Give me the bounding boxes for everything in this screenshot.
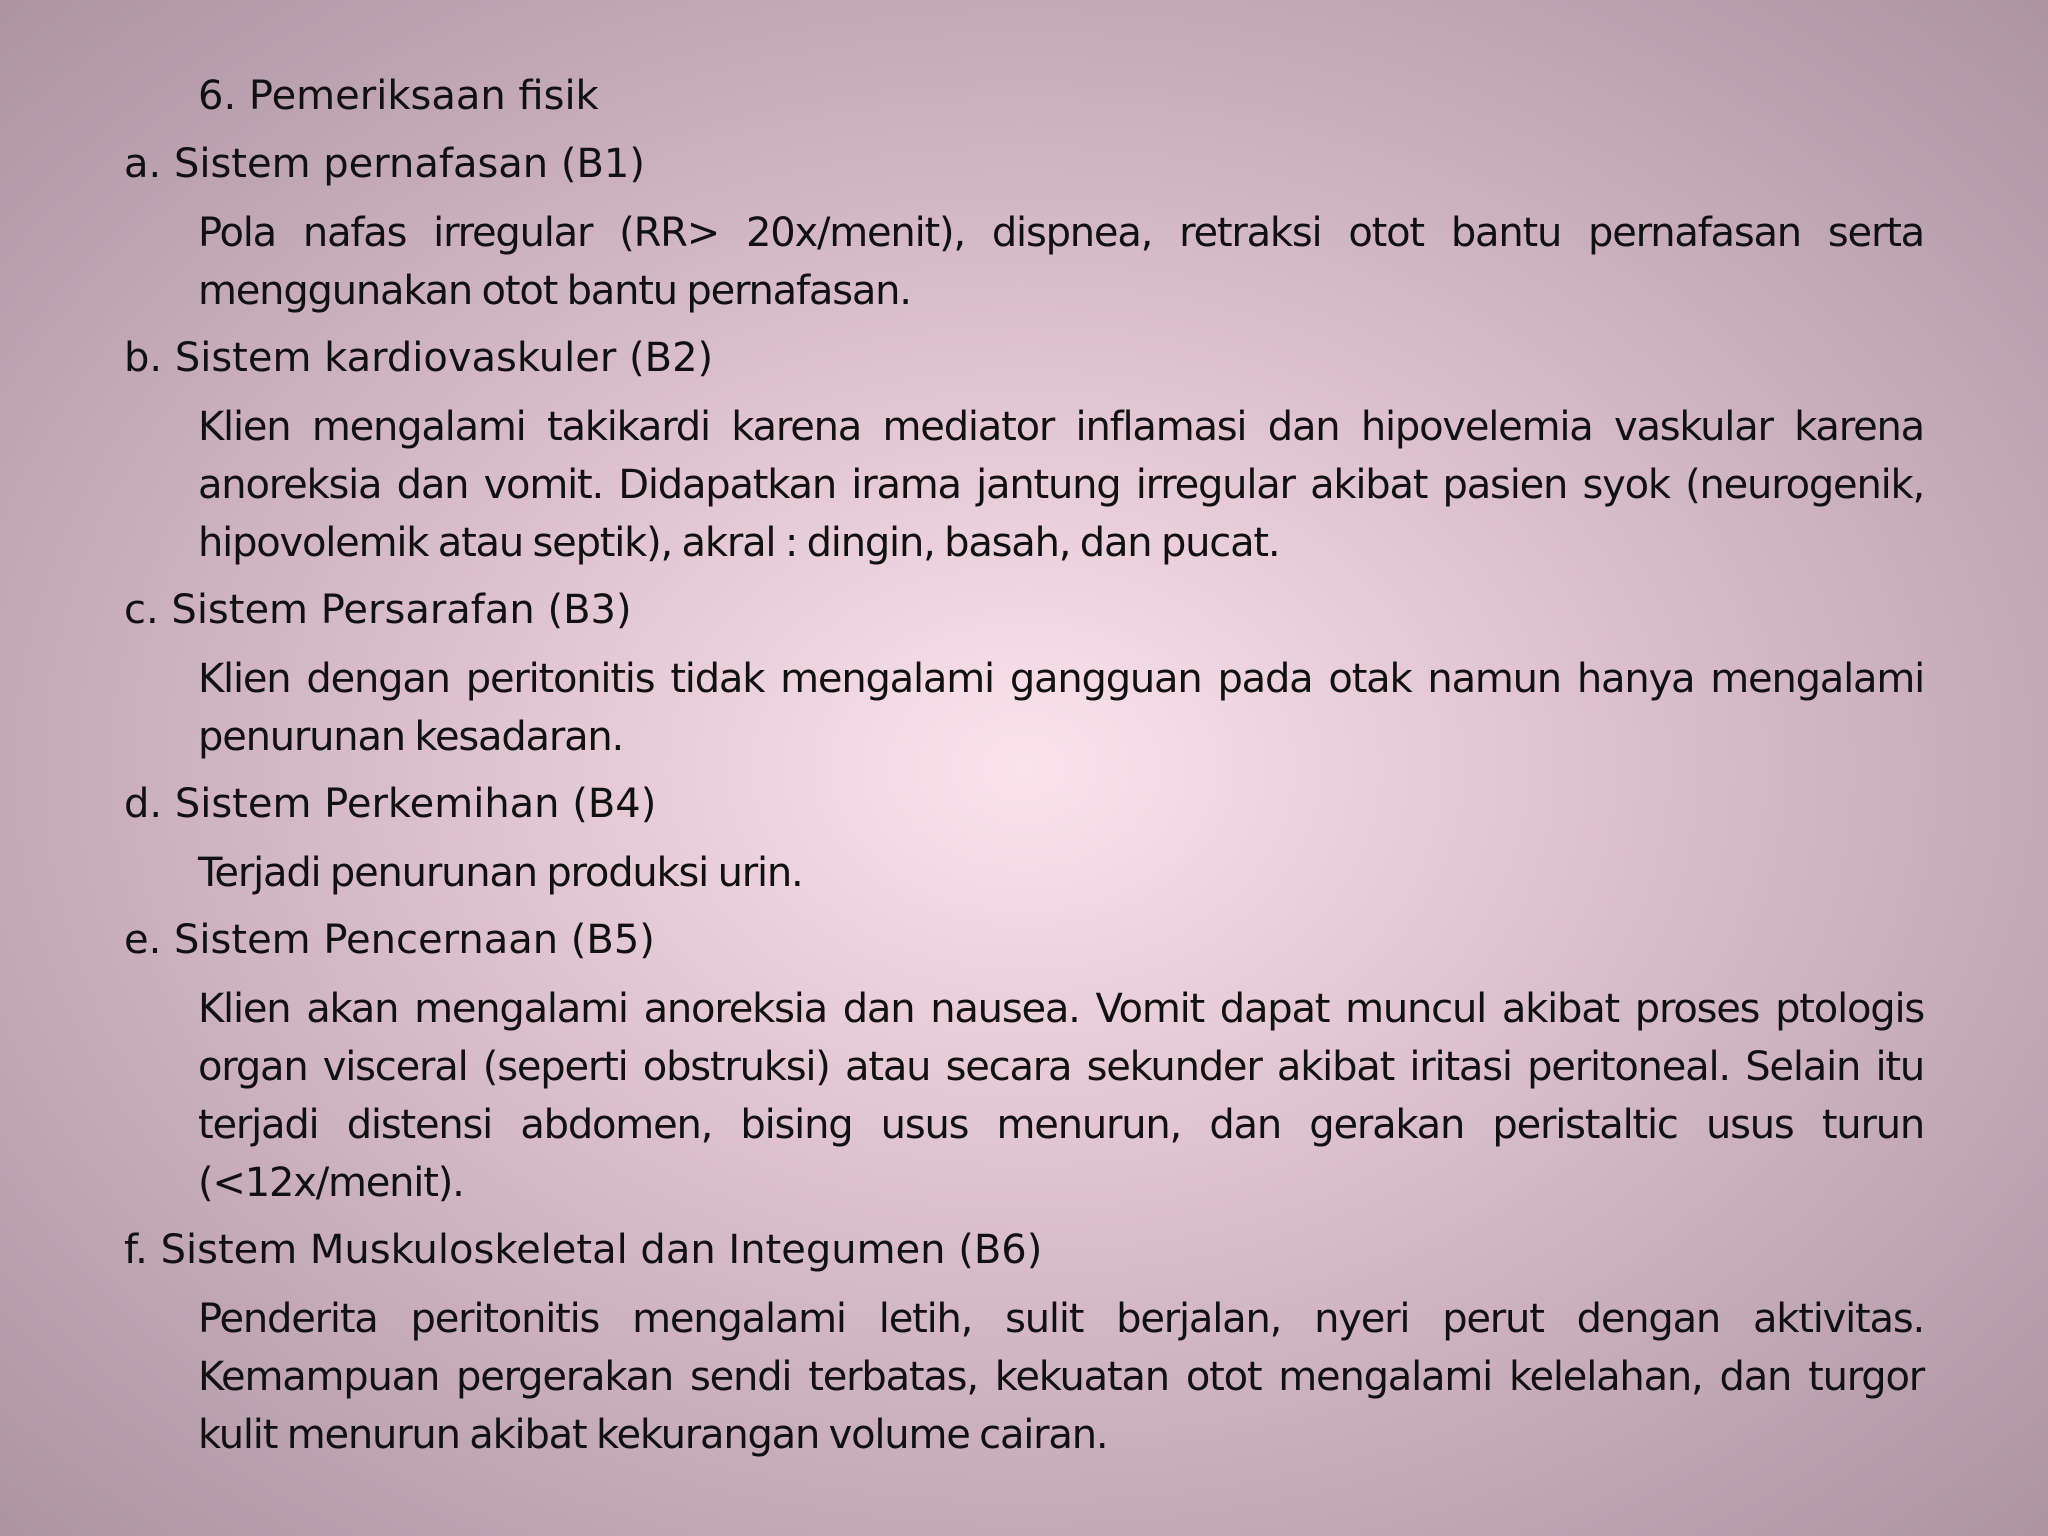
paragraph-digestive: Klien akan mengalami anoreksia dan nausea. Vomit dapat muncul akibat proses ptologis organ visceral (seperti obstruksi) atau secara sekunder akibat iritasi peritoneal. Selain itu terjadi distensi abdomen, bising usus menurun, dan gerakan peristaltic usus turun (<12x/menit). <box>198 986 1924 1206</box>
paragraph-cardiovascular: Klien mengalami takikardi karena mediator inflamasi dan hipovelemia vaskular karena anoreksia dan vomit. Didapatkan irama jantung irregular akibat pasien syok (neurogenik, hipovolemik atau septik), akral : dingin, basah, dan pucat. <box>198 404 1924 566</box>
subheading-cardiovascular: b. Sistem kardiovaskuler (B2) <box>124 335 714 381</box>
subheading-urinary: d. Sistem Perkemihan (B4) <box>124 781 657 827</box>
subheading-respiratory: a. Sistem pernafasan (B1) <box>124 141 645 187</box>
paragraph-respiratory: Pola nafas irregular (RR> 20x/menit), dispnea, retraksi otot bantu pernafasan serta menggunakan otot bantu pernafasan. <box>198 210 1924 314</box>
slide-content <box>124 68 1924 1474</box>
paragraph-musculoskeletal: Penderita peritonitis mengalami letih, sulit berjalan, nyeri perut dengan aktivitas. Kemampuan pergerakan sendi terbatas, kekuatan otot mengalami kelelahan, dan turgor kulit menurun akibat kekurangan volume cairan. <box>198 1296 1924 1458</box>
paragraph-nervous: Klien dengan peritonitis tidak mengalami gangguan pada otak namun hanya mengalami penurunan kesadaran. <box>198 656 1924 760</box>
subheading-digestive: e. Sistem Pencernaan (B5) <box>124 917 655 963</box>
subheading-nervous: c. Sistem Persarafan (B3) <box>124 587 632 633</box>
subheading-musculoskeletal: f. Sistem Muskuloskeletal dan Integumen (B6) <box>124 1227 1043 1273</box>
paragraph-urinary: Terjadi penurunan produksi urin. <box>198 850 803 896</box>
section-heading: 6. Pemeriksaan fisik <box>198 73 599 119</box>
